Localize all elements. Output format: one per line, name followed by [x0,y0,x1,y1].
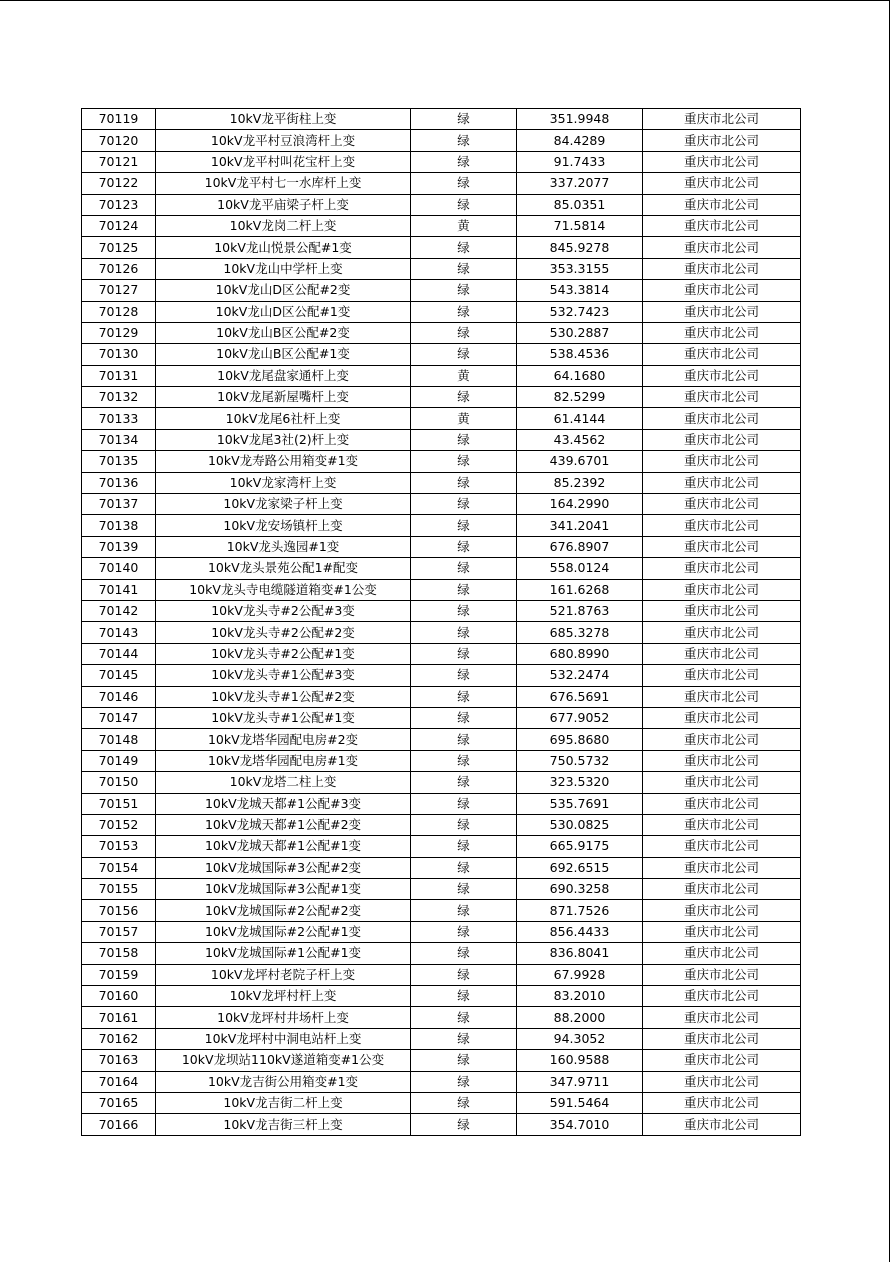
cell-company: 重庆市北公司 [643,429,801,450]
cell-value: 685.3278 [517,622,643,643]
cell-transformer-name: 10kV龙头寺#1公配#1变 [156,707,411,728]
cell-transformer-name: 10kV龙坝站110kV遂道箱变#1公变 [156,1050,411,1071]
cell-id: 70164 [82,1071,156,1092]
cell-company: 重庆市北公司 [643,943,801,964]
cell-status: 绿 [411,1114,517,1135]
cell-status: 绿 [411,750,517,771]
table-row [82,772,801,793]
cell-value: 43.4562 [517,429,643,450]
cell-status: 绿 [411,600,517,621]
cell-transformer-name: 10kV龙寿路公用箱变#1变 [156,451,411,472]
cell-transformer-name: 10kV龙头寺#1公配#3变 [156,665,411,686]
cell-value: 353.3155 [517,258,643,279]
cell-id: 70150 [82,772,156,793]
cell-id: 70145 [82,665,156,686]
cell-value: 82.5299 [517,387,643,408]
cell-transformer-name: 10kV龙尾3社(2)杆上变 [156,429,411,450]
cell-status: 绿 [411,237,517,258]
cell-id: 70122 [82,173,156,194]
cell-id: 70156 [82,900,156,921]
cell-id: 70163 [82,1050,156,1071]
cell-status: 绿 [411,793,517,814]
table-row [82,109,801,130]
cell-status: 绿 [411,258,517,279]
cell-transformer-name: 10kV龙城国际#2公配#2变 [156,900,411,921]
cell-transformer-name: 10kV龙山悦景公配#1变 [156,237,411,258]
cell-company: 重庆市北公司 [643,857,801,878]
table-row [82,322,801,343]
cell-status: 绿 [411,387,517,408]
cell-id: 70166 [82,1114,156,1135]
table-row [82,921,801,942]
cell-status: 绿 [411,472,517,493]
cell-status: 绿 [411,558,517,579]
cell-company: 重庆市北公司 [643,387,801,408]
cell-status: 黄 [411,215,517,236]
cell-company: 重庆市北公司 [643,579,801,600]
cell-id: 70142 [82,600,156,621]
cell-id: 70160 [82,986,156,1007]
table-row [82,558,801,579]
cell-value: 695.8680 [517,729,643,750]
cell-company: 重庆市北公司 [643,109,801,130]
table-row [82,986,801,1007]
cell-id: 70120 [82,130,156,151]
cell-id: 70133 [82,408,156,429]
cell-transformer-name: 10kV龙山B区公配#1变 [156,344,411,365]
table-row [82,515,801,536]
table-row [82,494,801,515]
table-row [82,879,801,900]
cell-transformer-name: 10kV龙平村豆浪湾杆上变 [156,130,411,151]
cell-company: 重庆市北公司 [643,986,801,1007]
cell-id: 70132 [82,387,156,408]
cell-company: 重庆市北公司 [643,451,801,472]
cell-value: 83.2010 [517,986,643,1007]
cell-id: 70146 [82,686,156,707]
cell-company: 重庆市北公司 [643,879,801,900]
cell-value: 535.7691 [517,793,643,814]
cell-id: 70161 [82,1007,156,1028]
cell-status: 绿 [411,429,517,450]
cell-transformer-name: 10kV龙平庙梁子杆上变 [156,194,411,215]
cell-id: 70134 [82,429,156,450]
cell-id: 70136 [82,472,156,493]
cell-company: 重庆市北公司 [643,814,801,835]
cell-id: 70119 [82,109,156,130]
table-row [82,857,801,878]
cell-value: 543.3814 [517,280,643,301]
cell-status: 绿 [411,1092,517,1113]
cell-id: 70123 [82,194,156,215]
cell-value: 530.2887 [517,322,643,343]
cell-company: 重庆市北公司 [643,472,801,493]
cell-value: 871.7526 [517,900,643,921]
cell-company: 重庆市北公司 [643,665,801,686]
cell-transformer-name: 10kV龙岗二杆上变 [156,215,411,236]
table-row [82,1028,801,1049]
table-row [82,151,801,172]
table-row [82,943,801,964]
cell-company: 重庆市北公司 [643,750,801,771]
cell-id: 70153 [82,836,156,857]
cell-status: 绿 [411,622,517,643]
cell-status: 绿 [411,729,517,750]
cell-id: 70159 [82,964,156,985]
cell-status: 绿 [411,322,517,343]
cell-value: 161.6268 [517,579,643,600]
cell-company: 重庆市北公司 [643,1114,801,1135]
cell-id: 70148 [82,729,156,750]
cell-status: 绿 [411,900,517,921]
cell-status: 绿 [411,943,517,964]
cell-transformer-name: 10kV龙吉街三杆上变 [156,1114,411,1135]
cell-company: 重庆市北公司 [643,707,801,728]
cell-company: 重庆市北公司 [643,237,801,258]
cell-transformer-name: 10kV龙坪村井场杆上变 [156,1007,411,1028]
cell-company: 重庆市北公司 [643,301,801,322]
table-row [82,215,801,236]
cell-company: 重庆市北公司 [643,215,801,236]
cell-id: 70143 [82,622,156,643]
table-row [82,1114,801,1135]
cell-status: 绿 [411,879,517,900]
cell-company: 重庆市北公司 [643,964,801,985]
table-row [82,258,801,279]
cell-value: 439.6701 [517,451,643,472]
table-row [82,900,801,921]
cell-company: 重庆市北公司 [643,772,801,793]
table-row [82,793,801,814]
cell-value: 160.9588 [517,1050,643,1071]
cell-status: 绿 [411,151,517,172]
table-row [82,579,801,600]
cell-status: 绿 [411,1007,517,1028]
data-table [81,108,801,1136]
table-row [82,964,801,985]
table-row [82,173,801,194]
cell-status: 绿 [411,921,517,942]
cell-transformer-name: 10kV龙尾6社杆上变 [156,408,411,429]
table-row [82,1071,801,1092]
cell-company: 重庆市北公司 [643,408,801,429]
cell-transformer-name: 10kV龙城天都#1公配#1变 [156,836,411,857]
cell-status: 绿 [411,515,517,536]
cell-company: 重庆市北公司 [643,322,801,343]
cell-transformer-name: 10kV龙头寺#2公配#1变 [156,643,411,664]
cell-value: 692.6515 [517,857,643,878]
cell-company: 重庆市北公司 [643,494,801,515]
table-row [82,237,801,258]
cell-id: 70144 [82,643,156,664]
cell-status: 绿 [411,814,517,835]
cell-id: 70149 [82,750,156,771]
cell-id: 70154 [82,857,156,878]
cell-value: 341.2041 [517,515,643,536]
cell-id: 70139 [82,536,156,557]
cell-id: 70157 [82,921,156,942]
cell-value: 558.0124 [517,558,643,579]
cell-company: 重庆市北公司 [643,836,801,857]
cell-status: 绿 [411,772,517,793]
table-row [82,707,801,728]
cell-value: 84.4289 [517,130,643,151]
cell-status: 绿 [411,686,517,707]
cell-status: 绿 [411,344,517,365]
cell-value: 64.1680 [517,365,643,386]
cell-status: 绿 [411,173,517,194]
cell-company: 重庆市北公司 [643,1050,801,1071]
cell-id: 70165 [82,1092,156,1113]
cell-transformer-name: 10kV龙安场镇杆上变 [156,515,411,536]
cell-transformer-name: 10kV龙城国际#2公配#1变 [156,921,411,942]
cell-status: 绿 [411,301,517,322]
cell-status: 绿 [411,1028,517,1049]
cell-value: 94.3052 [517,1028,643,1049]
table-row [82,408,801,429]
cell-value: 71.5814 [517,215,643,236]
cell-id: 70121 [82,151,156,172]
cell-transformer-name: 10kV龙塔二柱上变 [156,772,411,793]
cell-transformer-name: 10kV龙头寺#1公配#2变 [156,686,411,707]
table-row [82,1050,801,1071]
cell-value: 680.8990 [517,643,643,664]
table-row [82,836,801,857]
table-row [82,1092,801,1113]
cell-status: 绿 [411,986,517,1007]
cell-company: 重庆市北公司 [643,1071,801,1092]
table-row [82,365,801,386]
cell-transformer-name: 10kV龙塔华园配电房#1变 [156,750,411,771]
cell-value: 676.8907 [517,536,643,557]
cell-company: 重庆市北公司 [643,365,801,386]
cell-value: 530.0825 [517,814,643,835]
cell-value: 347.9711 [517,1071,643,1092]
table-row [82,130,801,151]
cell-company: 重庆市北公司 [643,921,801,942]
cell-transformer-name: 10kV龙家湾杆上变 [156,472,411,493]
cell-id: 70147 [82,707,156,728]
cell-company: 重庆市北公司 [643,622,801,643]
cell-company: 重庆市北公司 [643,1092,801,1113]
table-row [82,301,801,322]
cell-value: 351.9948 [517,109,643,130]
cell-status: 绿 [411,707,517,728]
table-row [82,622,801,643]
cell-transformer-name: 10kV龙城天都#1公配#3变 [156,793,411,814]
cell-value: 354.7010 [517,1114,643,1135]
cell-transformer-name: 10kV龙山B区公配#2变 [156,322,411,343]
cell-transformer-name: 10kV龙头逸园#1变 [156,536,411,557]
cell-value: 532.7423 [517,301,643,322]
cell-company: 重庆市北公司 [643,793,801,814]
cell-transformer-name: 10kV龙城国际#3公配#1变 [156,879,411,900]
cell-status: 绿 [411,1071,517,1092]
cell-id: 70128 [82,301,156,322]
cell-value: 665.9175 [517,836,643,857]
cell-status: 绿 [411,130,517,151]
cell-status: 绿 [411,280,517,301]
cell-value: 845.9278 [517,237,643,258]
table-row [82,387,801,408]
cell-id: 70158 [82,943,156,964]
cell-id: 70129 [82,322,156,343]
cell-id: 70137 [82,494,156,515]
cell-id: 70126 [82,258,156,279]
cell-company: 重庆市北公司 [643,729,801,750]
cell-value: 836.8041 [517,943,643,964]
cell-id: 70151 [82,793,156,814]
cell-value: 85.2392 [517,472,643,493]
cell-company: 重庆市北公司 [643,280,801,301]
table-row [82,451,801,472]
cell-value: 591.5464 [517,1092,643,1113]
cell-status: 绿 [411,494,517,515]
cell-company: 重庆市北公司 [643,1007,801,1028]
cell-transformer-name: 10kV龙头景苑公配1#配变 [156,558,411,579]
cell-value: 677.9052 [517,707,643,728]
cell-id: 70155 [82,879,156,900]
cell-company: 重庆市北公司 [643,130,801,151]
cell-id: 70125 [82,237,156,258]
cell-status: 绿 [411,1050,517,1071]
cell-status: 黄 [411,408,517,429]
cell-status: 绿 [411,536,517,557]
cell-id: 70141 [82,579,156,600]
cell-status: 绿 [411,836,517,857]
cell-transformer-name: 10kV龙吉街二杆上变 [156,1092,411,1113]
cell-transformer-name: 10kV龙城天都#1公配#2变 [156,814,411,835]
cell-status: 绿 [411,857,517,878]
cell-company: 重庆市北公司 [643,536,801,557]
cell-company: 重庆市北公司 [643,258,801,279]
table-row [82,429,801,450]
cell-transformer-name: 10kV龙吉街公用箱变#1变 [156,1071,411,1092]
cell-transformer-name: 10kV龙坪村杆上变 [156,986,411,1007]
table-row [82,536,801,557]
table-row [82,194,801,215]
cell-transformer-name: 10kV龙平村叫花宝杆上变 [156,151,411,172]
table-row [82,280,801,301]
cell-value: 750.5732 [517,750,643,771]
cell-company: 重庆市北公司 [643,1028,801,1049]
cell-company: 重庆市北公司 [643,515,801,536]
table-row [82,643,801,664]
table-row [82,344,801,365]
cell-value: 676.5691 [517,686,643,707]
cell-id: 70124 [82,215,156,236]
cell-transformer-name: 10kV龙城国际#1公配#1变 [156,943,411,964]
cell-status: 绿 [411,451,517,472]
cell-transformer-name: 10kV龙坪村老院子杆上变 [156,964,411,985]
cell-transformer-name: 10kV龙平村七一水库杆上变 [156,173,411,194]
cell-transformer-name: 10kV龙尾新屋嘴杆上变 [156,387,411,408]
cell-status: 绿 [411,579,517,600]
cell-transformer-name: 10kV龙塔华园配电房#2变 [156,729,411,750]
cell-value: 538.4536 [517,344,643,365]
cell-transformer-name: 10kV龙山中学杆上变 [156,258,411,279]
cell-id: 70135 [82,451,156,472]
cell-value: 532.2474 [517,665,643,686]
cell-status: 绿 [411,964,517,985]
cell-transformer-name: 10kV龙尾盘家通杆上变 [156,365,411,386]
cell-value: 88.2000 [517,1007,643,1028]
cell-transformer-name: 10kV龙平街柱上变 [156,109,411,130]
cell-status: 绿 [411,665,517,686]
table-row [82,665,801,686]
table-row [82,750,801,771]
cell-value: 164.2990 [517,494,643,515]
cell-transformer-name: 10kV龙头寺#2公配#2变 [156,622,411,643]
table-row [82,814,801,835]
cell-company: 重庆市北公司 [643,600,801,621]
cell-transformer-name: 10kV龙城国际#3公配#2变 [156,857,411,878]
cell-transformer-name: 10kV龙山D区公配#2变 [156,280,411,301]
cell-status: 绿 [411,643,517,664]
table-row [82,729,801,750]
table-row [82,472,801,493]
cell-id: 70138 [82,515,156,536]
cell-company: 重庆市北公司 [643,686,801,707]
cell-status: 黄 [411,365,517,386]
cell-company: 重庆市北公司 [643,900,801,921]
table-row [82,600,801,621]
cell-value: 856.4433 [517,921,643,942]
table-row [82,1007,801,1028]
cell-company: 重庆市北公司 [643,173,801,194]
cell-value: 323.5320 [517,772,643,793]
cell-value: 61.4144 [517,408,643,429]
cell-company: 重庆市北公司 [643,558,801,579]
cell-company: 重庆市北公司 [643,194,801,215]
cell-value: 67.9928 [517,964,643,985]
cell-transformer-name: 10kV龙家梁子杆上变 [156,494,411,515]
cell-id: 70162 [82,1028,156,1049]
cell-company: 重庆市北公司 [643,344,801,365]
cell-id: 70127 [82,280,156,301]
cell-transformer-name: 10kV龙山D区公配#1变 [156,301,411,322]
cell-id: 70131 [82,365,156,386]
cell-company: 重庆市北公司 [643,151,801,172]
cell-value: 91.7433 [517,151,643,172]
cell-value: 521.8763 [517,600,643,621]
cell-status: 绿 [411,109,517,130]
cell-transformer-name: 10kV龙坪村中洞电站杆上变 [156,1028,411,1049]
cell-id: 70152 [82,814,156,835]
table-body [82,109,801,1136]
table-row [82,686,801,707]
cell-company: 重庆市北公司 [643,643,801,664]
cell-transformer-name: 10kV龙头寺#2公配#3变 [156,600,411,621]
cell-status: 绿 [411,194,517,215]
cell-id: 70130 [82,344,156,365]
cell-transformer-name: 10kV龙头寺电缆隧道箱变#1公变 [156,579,411,600]
cell-value: 690.3258 [517,879,643,900]
cell-value: 85.0351 [517,194,643,215]
cell-value: 337.2077 [517,173,643,194]
cell-id: 70140 [82,558,156,579]
